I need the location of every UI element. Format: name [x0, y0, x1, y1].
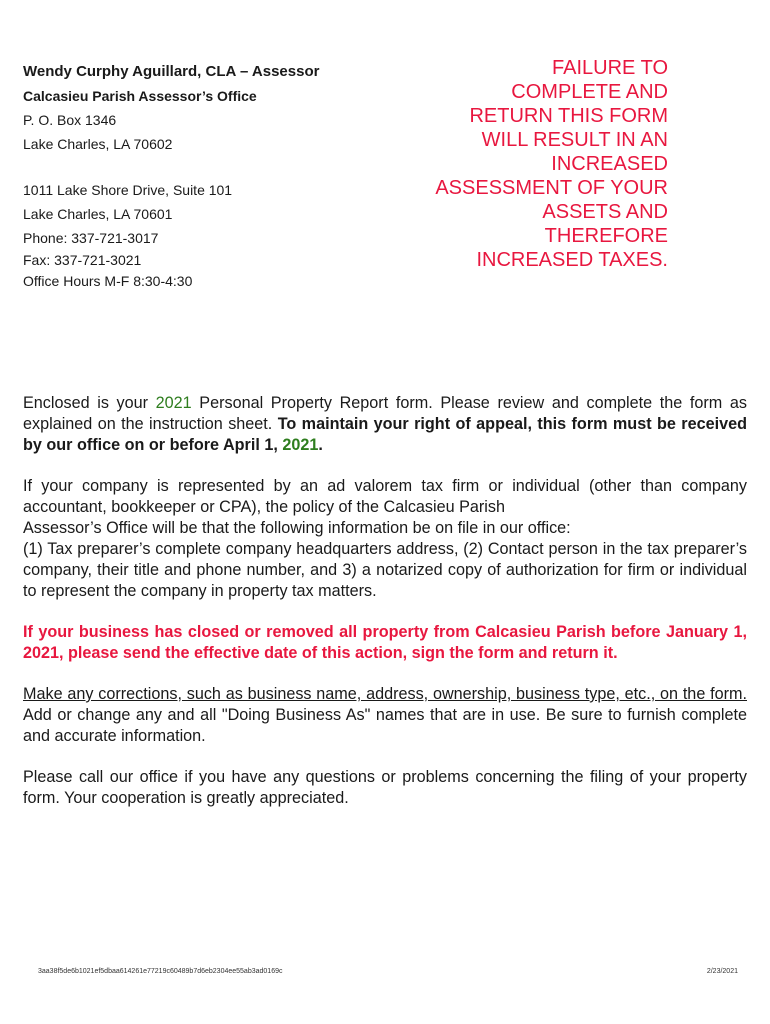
assessor-address-block [23, 60, 403, 292]
business-closed-notice: If your business has closed or removed all property from Calcasieu Parish before January 1, 2021, please send the effective date of this action, sign the form and return it. [23, 623, 747, 662]
office-hours: Office Hours M-F 8:30-4:30 [23, 273, 193, 289]
deadline-year: 2021 [282, 436, 319, 454]
warning-line: WILL RESULT IN AN [481, 129, 668, 151]
warning-line: ASSESSMENT OF YOUR [435, 177, 668, 199]
intro-text-2: Personal Property Report form. Please review and complete the form as explained on the instruction sheet. [23, 394, 748, 433]
appeal-deadline-text: To maintain your right of appeal, this form must be received by our office on or before April 1, [23, 415, 747, 454]
corrections-paragraph [23, 684, 747, 747]
letter-body [23, 393, 747, 829]
document-date: 2/23/2021 [706, 968, 738, 975]
intro-year: 2021 [155, 394, 192, 412]
fax-number: Fax: 337-721-3021 [23, 252, 142, 268]
assessor-name: Wendy Curphy Aguillard, CLA – Assessor [23, 63, 320, 80]
mailing-city: Lake Charles, LA 70602 [23, 136, 173, 152]
representation-line-1: If your company is represented by an ad valorem tax firm or individual (other than company accountant, bookkeeper or CPA), the policy of the Calcasieu Parish [23, 477, 747, 516]
address-spacer [23, 156, 403, 178]
warning-line: COMPLETE AND [511, 81, 668, 103]
failure-warning [388, 56, 668, 272]
warning-line: FAILURE TO [552, 57, 668, 79]
corrections-underlined: Make any corrections, such as business name, address, ownership, business type, etc., on the form. [23, 685, 747, 703]
representation-paragraph [23, 476, 747, 602]
warning-line: INCREASED TAXES. [476, 249, 668, 271]
representation-line-2: Assessor’s Office will be that the following information be on file in our office: [23, 519, 571, 537]
deadline-period: . [318, 436, 323, 454]
corrections-rest: Add or change any and all "Doing Business As" names that are in use. Be sure to furnish complete and accurate information. [23, 706, 747, 745]
intro-paragraph [23, 393, 747, 456]
street-city: Lake Charles, LA 70601 [23, 206, 173, 222]
document-hash: 3aa38f5de6b1021ef5dbaa614261e77219c60489b7d6eb2304ee55ab3ad0169c [38, 968, 283, 975]
warning-line: ASSETS AND [542, 201, 668, 223]
po-box: P. O. Box 1346 [23, 112, 117, 128]
street-address: 1011 Lake Shore Drive, Suite 101 [23, 182, 233, 198]
warning-line: INCREASED [551, 153, 668, 175]
representation-line-3: (1) Tax preparer’s complete company headquarters address, (2) Contact person in the tax preparer’s company, their title and phone number, and 3) a notarized copy of authorization for firm or individual to represent the company in property tax matters. [23, 540, 747, 600]
contact-paragraph: Please call our office if you have any questions or problems concerning the filing of your property form. Your cooperation is greatly appreciated. [23, 768, 747, 807]
warning-line: THEREFORE [544, 225, 668, 247]
intro-text-1: Enclosed is your [23, 394, 156, 412]
warning-line: RETURN THIS FORM [469, 105, 668, 127]
phone-number: Phone: 337-721-3017 [23, 230, 159, 246]
office-name: Calcasieu Parish Assessor’s Office [23, 88, 257, 104]
